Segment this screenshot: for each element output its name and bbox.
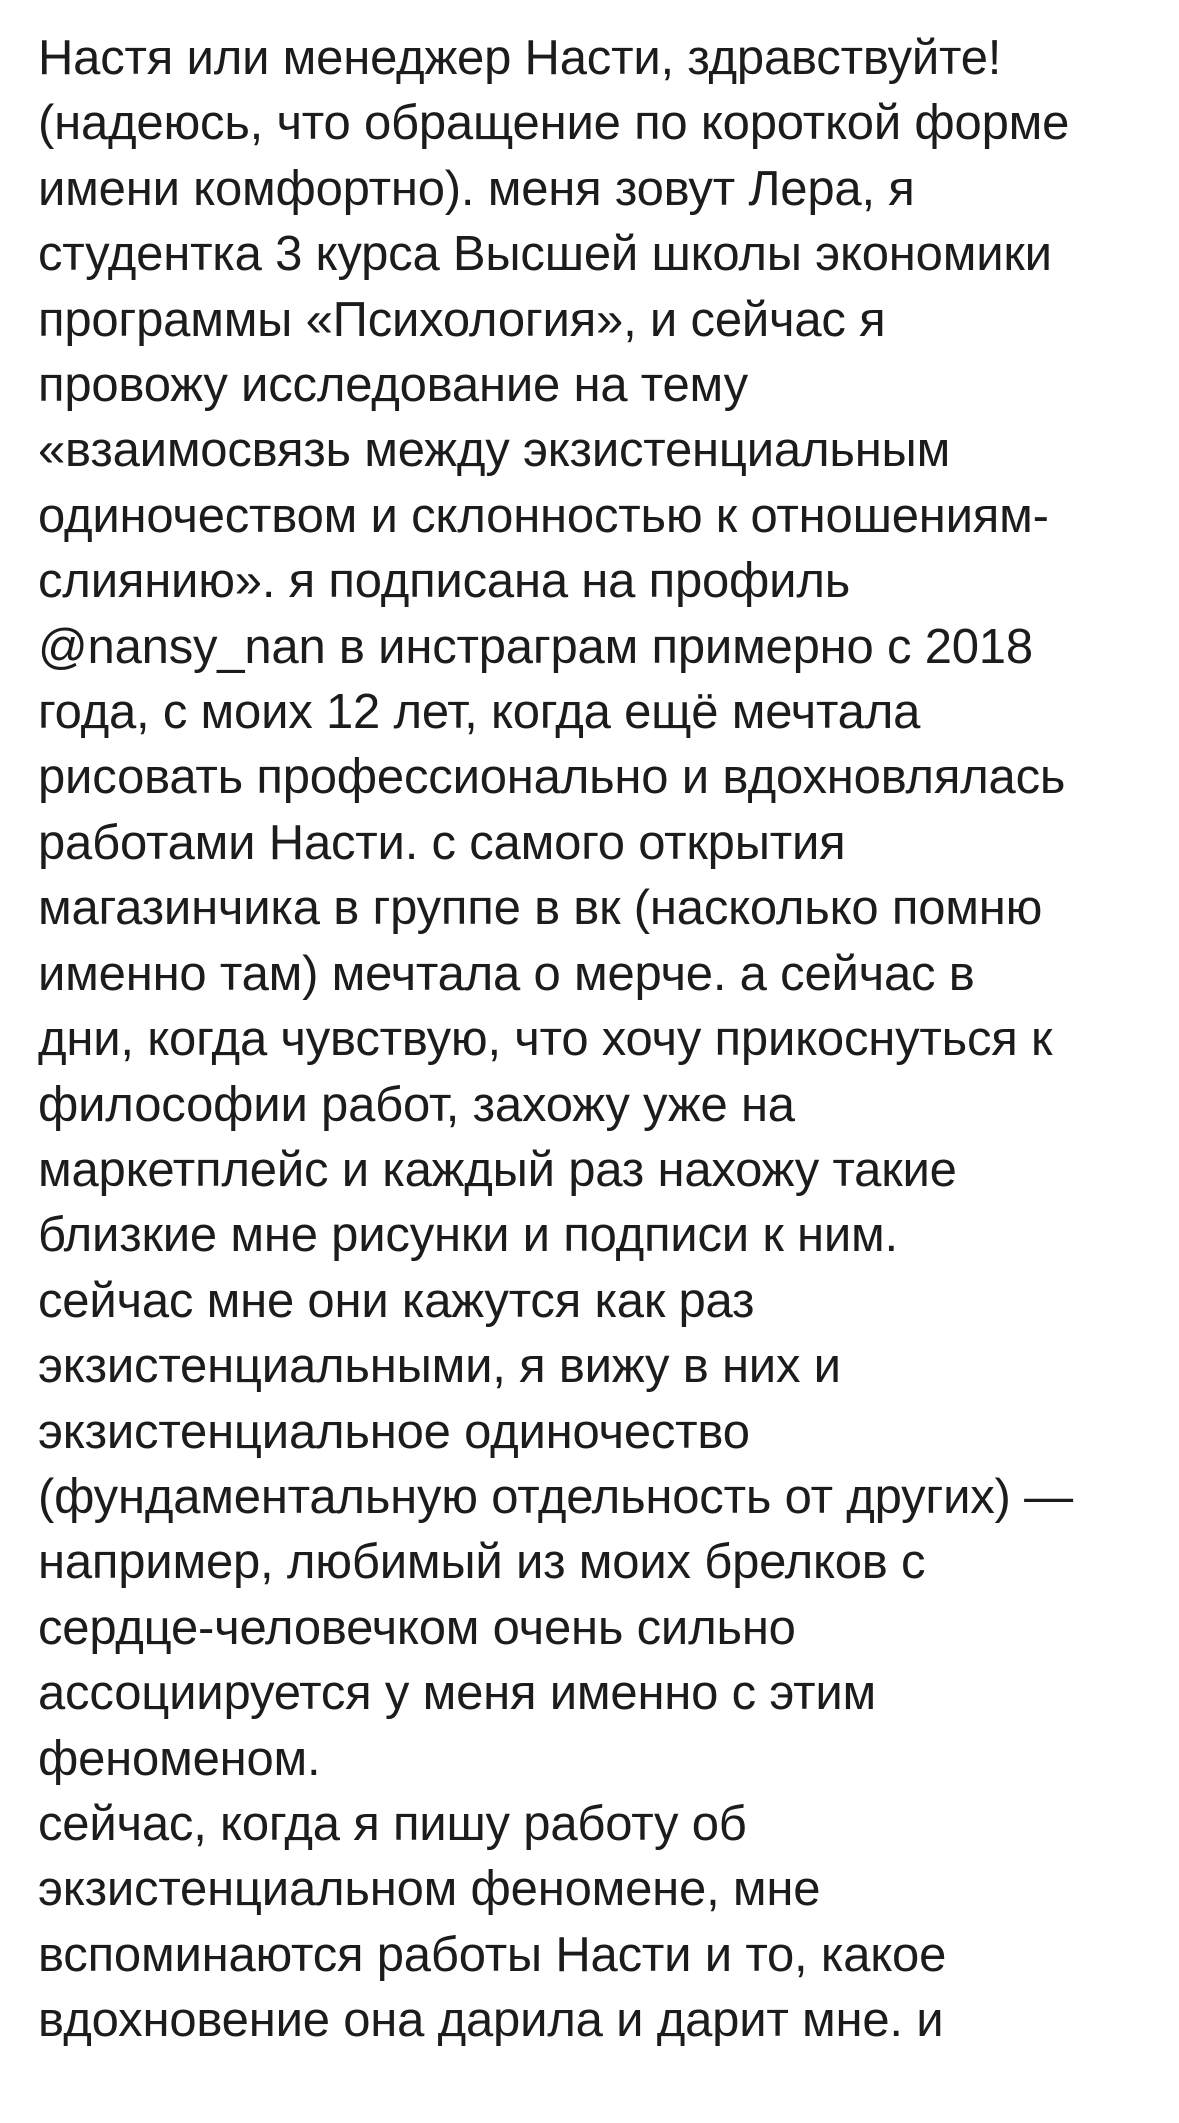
message-line: сейчас, когда я пишу работу об xyxy=(38,1796,747,1851)
message-line: экзистенциальном феномене, мне xyxy=(38,1862,821,1917)
message-line: экзистенциальное одиночество xyxy=(38,1404,750,1459)
message-line: экзистенциальными, я вижу в них и xyxy=(38,1339,841,1394)
message-line: дни, когда чувствую, что хочу прикоснуться к xyxy=(38,1012,1053,1067)
message-line: маркетплейс и каждый раз нахожу такие xyxy=(38,1142,957,1197)
message-line: сердце-человечком очень сильно xyxy=(38,1600,796,1655)
message-line: имени комфортно). меня зовут Лера, я xyxy=(38,161,915,216)
message-line: одиночеством и склонностью к отношениям- xyxy=(38,488,1049,543)
message-line: вдохновение она дарила и дарит мне. и xyxy=(38,1993,944,2048)
message-line: ассоциируется у меня именно с этим xyxy=(38,1666,876,1721)
message-line: (фундаментальную отдельность от других) — xyxy=(38,1469,1073,1524)
message-line: студентка 3 курса Высшей школы экономики xyxy=(38,227,1052,282)
message-line: года, с моих 12 лет, когда ещё мечтала xyxy=(38,685,921,740)
message-line: работами Насти. с самого открытия xyxy=(38,815,846,870)
message-line: (надеюсь, что обращение по короткой форме xyxy=(38,96,1070,151)
message-text xyxy=(38,26,1158,2054)
message-line: рисовать профессионально и вдохновлялась xyxy=(38,750,1066,805)
message-line: магазинчика в группе в вк (насколько помню xyxy=(38,881,1043,936)
message-line: программы «Психология», и сейчас я xyxy=(38,292,886,347)
message-line: Настя или менеджер Насти, здравствуйте! xyxy=(38,31,1002,85)
message-line: слиянию». я подписана на профиль xyxy=(38,554,851,609)
message-line: @nansy_nan в инстраграм примерно с 2018 xyxy=(38,619,1033,674)
message-line: философии работ, захожу уже на xyxy=(38,1077,795,1132)
message-line: феноменом. xyxy=(38,1731,321,1786)
message-line: сейчас мне они кажутся как раз xyxy=(38,1273,755,1328)
message-line: близкие мне рисунки и подписи к ним. xyxy=(38,1208,898,1263)
message-line: «взаимосвязь между экзистенциальным xyxy=(38,423,951,478)
message-line: например, любимый из моих брелков с xyxy=(38,1535,926,1590)
message-line: вспоминаются работы Насти и то, какое xyxy=(38,1927,947,1982)
message-line: провожу исследование на тему xyxy=(38,358,748,413)
message-line: именно там) мечтала о мерче. а сейчас в xyxy=(38,946,975,1001)
